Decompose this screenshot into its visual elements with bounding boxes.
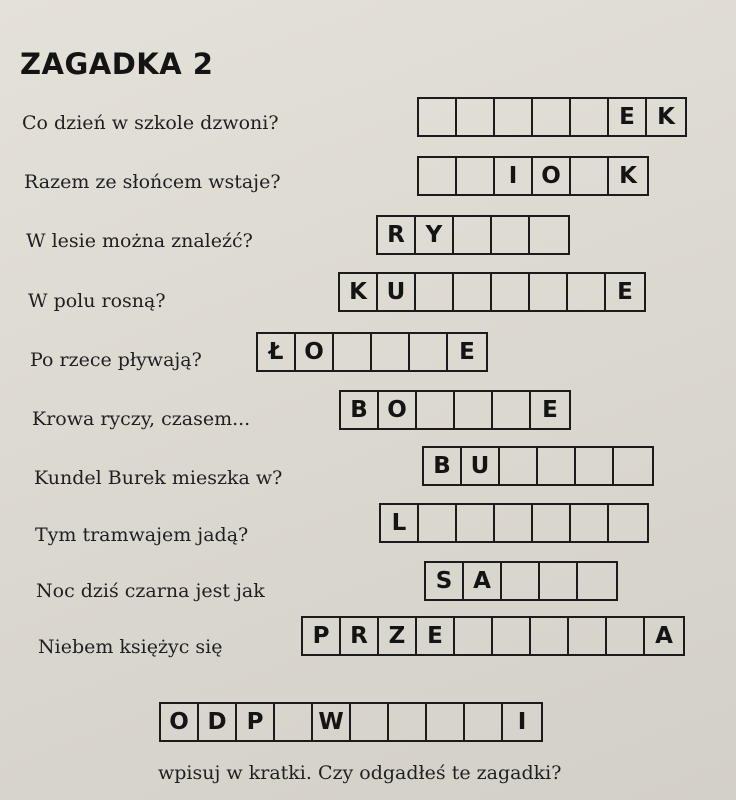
letter-box[interactable] xyxy=(568,274,606,310)
letter-box[interactable]: P xyxy=(303,618,341,654)
letter-box[interactable] xyxy=(351,704,389,740)
letter-box[interactable]: O xyxy=(296,334,334,370)
letter-box[interactable] xyxy=(454,274,492,310)
letter-box[interactable] xyxy=(457,505,495,541)
letter-box[interactable] xyxy=(571,505,609,541)
riddle-question: Razem ze słońcem wstaje? xyxy=(24,171,281,193)
letter-box[interactable]: L xyxy=(381,505,419,541)
letter-box[interactable] xyxy=(495,505,533,541)
letter-box[interactable]: U xyxy=(378,274,416,310)
letter-box[interactable] xyxy=(416,274,454,310)
letter-box[interactable]: I xyxy=(495,158,533,194)
letter-box[interactable] xyxy=(502,563,540,599)
letter-box[interactable]: E xyxy=(459,339,475,365)
letter-box[interactable]: I xyxy=(517,709,527,735)
answer-grid[interactable] xyxy=(417,156,649,196)
riddle-question: Kundel Burek mieszka w? xyxy=(34,467,283,489)
answer-grid[interactable] xyxy=(417,97,687,137)
letter-box[interactable] xyxy=(455,392,493,428)
letter-box[interactable]: Z xyxy=(379,618,417,654)
letter-box[interactable] xyxy=(530,217,568,253)
riddle-question: Noc dziś czarna jest jak xyxy=(36,580,265,602)
letter-box[interactable] xyxy=(465,704,503,740)
letter-box[interactable]: O xyxy=(161,704,199,740)
letter-box[interactable] xyxy=(334,334,372,370)
letter-box[interactable]: B xyxy=(341,392,379,428)
letter-box[interactable] xyxy=(533,505,571,541)
footer-instruction: wpisuj w kratki. Czy odgadłeś te zagadki? xyxy=(158,762,562,784)
letter-box[interactable] xyxy=(455,618,493,654)
letter-box[interactable]: E xyxy=(609,99,647,135)
answer-grid[interactable] xyxy=(338,272,646,312)
letter-box[interactable] xyxy=(492,217,530,253)
letter-box[interactable] xyxy=(540,563,578,599)
letter-box[interactable]: A xyxy=(655,623,673,649)
riddle-question: Niebem księżyc się xyxy=(38,636,223,658)
letter-box[interactable]: D xyxy=(199,704,237,740)
letter-box[interactable] xyxy=(571,158,609,194)
letter-box[interactable]: O xyxy=(379,392,417,428)
letter-box[interactable] xyxy=(531,618,569,654)
letter-box[interactable]: Y xyxy=(416,217,454,253)
letter-box[interactable] xyxy=(609,505,647,541)
letter-box[interactable] xyxy=(493,392,531,428)
letter-box[interactable] xyxy=(530,274,568,310)
letter-box[interactable] xyxy=(533,99,571,135)
riddle-question: Po rzece pływają? xyxy=(30,349,202,371)
riddle-question: Co dzień w szkole dzwoni? xyxy=(22,112,279,134)
letter-box[interactable]: E xyxy=(417,618,455,654)
letter-box[interactable]: R xyxy=(341,618,379,654)
letter-box[interactable]: E xyxy=(542,397,558,423)
letter-box[interactable]: P xyxy=(237,704,275,740)
letter-box[interactable]: S xyxy=(426,563,464,599)
letter-box[interactable] xyxy=(578,563,616,599)
letter-box[interactable] xyxy=(500,448,538,484)
riddle-question: Tym tramwajem jadą? xyxy=(35,524,249,546)
answer-grid[interactable] xyxy=(376,215,570,255)
riddle-question: W lesie można znaleźć? xyxy=(26,230,253,252)
answer-grid[interactable] xyxy=(301,616,685,656)
letter-box[interactable] xyxy=(493,618,531,654)
letter-box[interactable] xyxy=(576,448,614,484)
letter-box[interactable]: K xyxy=(657,104,675,130)
letter-box[interactable]: R xyxy=(378,217,416,253)
answer-grid[interactable] xyxy=(379,503,649,543)
letter-box[interactable] xyxy=(571,99,609,135)
letter-box[interactable] xyxy=(569,618,607,654)
letter-box[interactable] xyxy=(372,334,410,370)
letter-box[interactable]: Ł xyxy=(258,334,296,370)
letter-box[interactable] xyxy=(417,392,455,428)
letter-box[interactable]: A xyxy=(464,563,502,599)
letter-box[interactable] xyxy=(389,704,427,740)
letter-box[interactable] xyxy=(275,704,313,740)
answer-grid[interactable] xyxy=(424,561,618,601)
riddle-question: Krowa ryczy, czasem... xyxy=(32,408,251,430)
letter-box[interactable] xyxy=(410,334,448,370)
letter-box[interactable] xyxy=(538,448,576,484)
letter-box[interactable] xyxy=(427,704,465,740)
answer-grid[interactable] xyxy=(339,390,571,430)
letter-box[interactable] xyxy=(607,618,645,654)
letter-box[interactable]: B xyxy=(424,448,462,484)
letter-box[interactable]: E xyxy=(617,279,633,305)
letter-box[interactable] xyxy=(419,505,457,541)
letter-box[interactable] xyxy=(419,158,457,194)
letter-box[interactable] xyxy=(457,158,495,194)
answer-grid[interactable] xyxy=(256,332,488,372)
letter-box[interactable]: K xyxy=(340,274,378,310)
answer-grid[interactable] xyxy=(422,446,654,486)
letter-box[interactable] xyxy=(457,99,495,135)
letter-box[interactable] xyxy=(495,99,533,135)
letter-box[interactable]: K xyxy=(619,163,637,189)
riddle-question: W polu rosną? xyxy=(28,290,166,312)
letter-box[interactable] xyxy=(492,274,530,310)
letter-box[interactable] xyxy=(419,99,457,135)
letter-box[interactable] xyxy=(614,448,652,484)
final-answer-grid[interactable] xyxy=(159,702,543,742)
letter-box[interactable] xyxy=(454,217,492,253)
letter-box[interactable]: U xyxy=(462,448,500,484)
letter-box[interactable]: W xyxy=(313,704,351,740)
page-title: ZAGADKA 2 xyxy=(20,47,214,81)
letter-box[interactable]: O xyxy=(533,158,571,194)
